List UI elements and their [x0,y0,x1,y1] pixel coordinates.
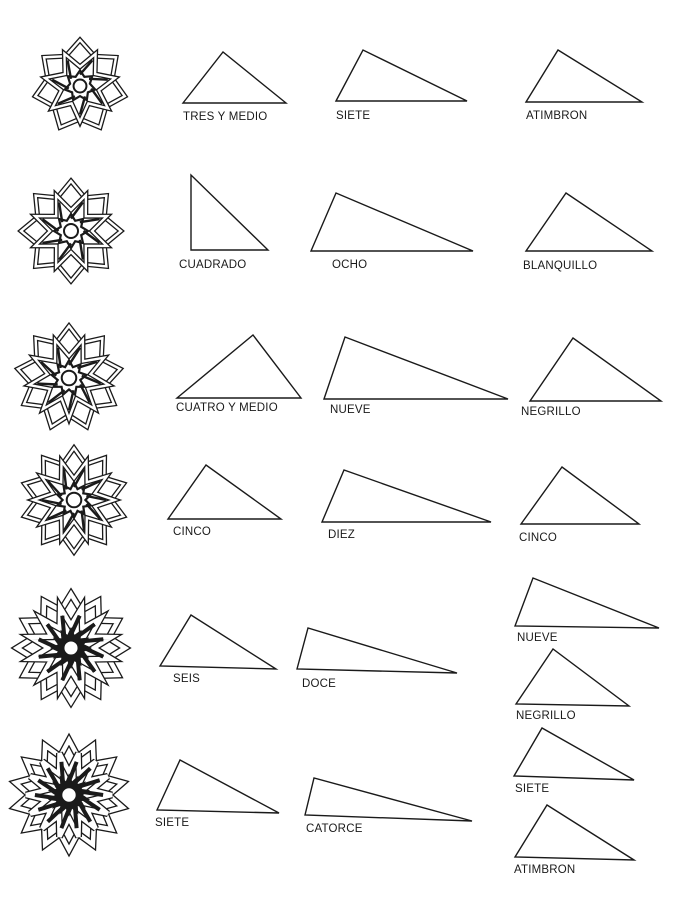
triangle [191,175,268,250]
triangle-label: ATIMBRON [514,864,576,876]
triangle-label: CUADRADO [179,259,247,271]
triangle-label: TRES Y MEDIO [183,111,268,123]
rosette-icon [15,740,122,850]
triangle-label: NEGRILLO [521,406,581,418]
triangle [526,50,642,102]
triangle-label: SEIS [173,673,201,685]
triangle [526,193,652,251]
rosette-icon [25,448,124,552]
rosette-icon [35,40,125,127]
triangle [336,50,467,101]
rosette-icon [17,594,125,702]
triangle [168,465,281,519]
triangle [183,52,286,103]
triangle-label: CINCO [519,532,558,544]
triangle-label: OCHO [332,259,368,271]
rosette-icon [21,181,121,281]
rosette-icon [18,326,120,427]
triangle [521,467,639,524]
row-3 [18,326,661,427]
triangle [324,337,508,399]
triangle-label: DOCE [302,678,337,690]
triangle-label: NEGRILLO [516,710,576,722]
triangle-label: CUATRO Y MEDIO [176,402,278,414]
row-6 [15,728,634,876]
triangle [311,193,473,251]
row-2 [21,175,652,281]
triangle-label: NUEVE [517,632,558,644]
triangle [516,649,629,706]
row-5 [17,578,659,722]
triangle-label: SIETE [155,817,190,829]
row-4 [25,448,640,552]
triangle [514,728,634,780]
triangle-label: ATIMBRON [526,110,588,122]
triangle-label: SIETE [515,783,550,795]
triangle [322,470,491,522]
row-1 [35,40,642,127]
triangle [160,615,276,669]
triangle [515,578,659,628]
triangle-label: CINCO [173,526,212,538]
triangle-label: DIEZ [328,529,355,541]
triangle [515,805,634,860]
triangle [297,628,457,673]
triangle-label: CATORCE [306,823,363,835]
triangle [177,335,301,398]
triangle [157,760,279,813]
triangle-label: SIETE [336,110,371,122]
triangle [305,778,472,821]
triangle-label: BLANQUILLO [523,260,598,272]
triangle [530,338,661,401]
triangle-label: NUEVE [330,404,371,416]
